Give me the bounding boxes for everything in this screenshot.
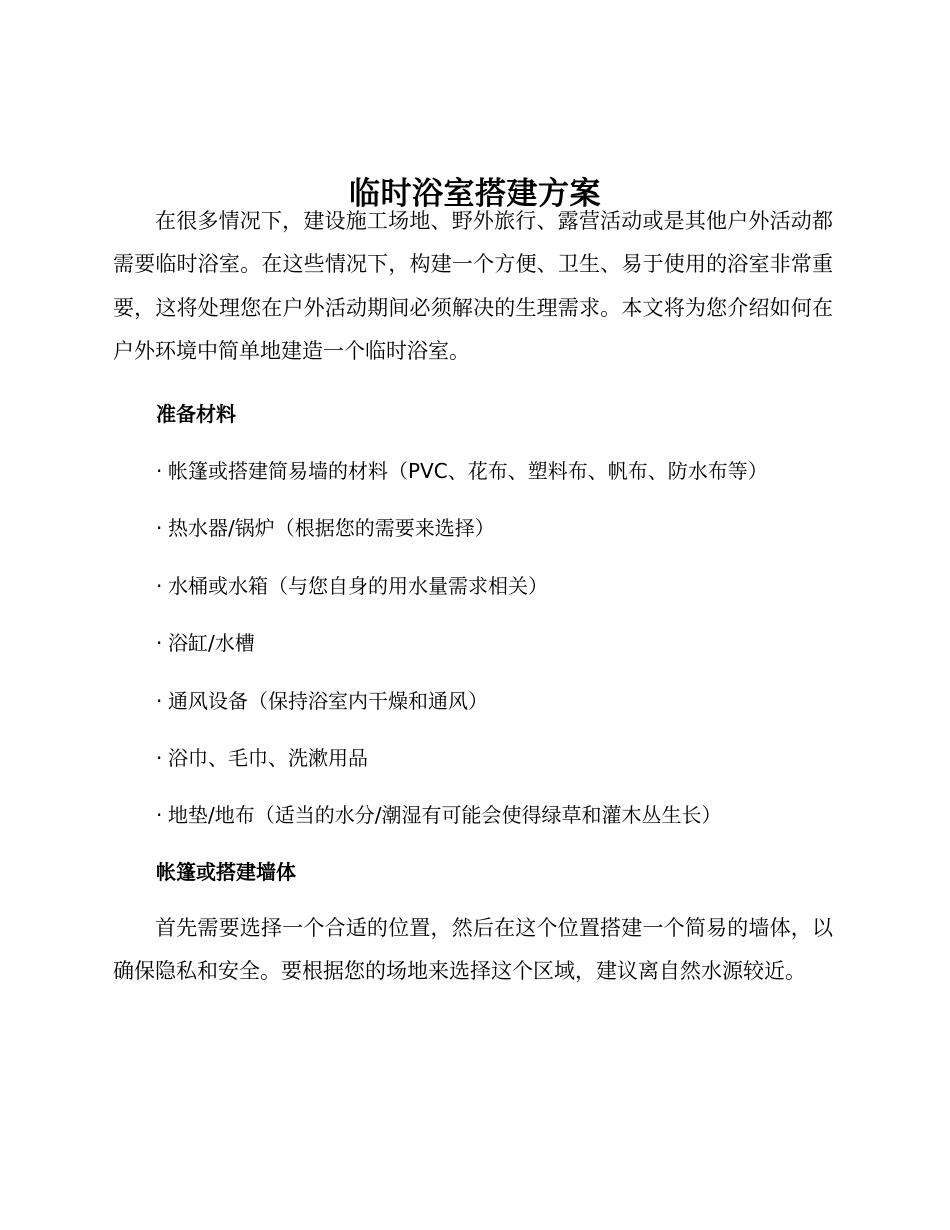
section-heading-tent: 帐篷或搭建墙体 bbox=[156, 860, 296, 884]
list-item-text: 地垫/地布（适当的水分/潮湿有可能会使得绿草和灌木丛生长） bbox=[168, 803, 722, 827]
bullet-mark: · bbox=[156, 631, 163, 655]
bullet-mark: · bbox=[156, 689, 163, 713]
list-item bbox=[156, 571, 856, 601]
list-item-text: 帐篷或搭建简易墙的材料（PVC、花布、塑料布、帆布、防水布等） bbox=[168, 459, 768, 483]
list-item bbox=[156, 513, 856, 543]
tent-paragraph: 首先需要选择一个合适的位置，然后在这个位置搭建一个简易的墙体，以确保隐私和安全。要根据您的场地来选择这个区域，建议离自然水源较近。 bbox=[113, 916, 833, 984]
list-item bbox=[156, 800, 856, 830]
bullet-mark: · bbox=[156, 516, 163, 540]
section-heading-materials: 准备材料 bbox=[156, 402, 236, 426]
bullet-mark: · bbox=[156, 746, 163, 770]
list-item-text: 热水器/锅炉（根据您的需要来选择） bbox=[168, 516, 495, 540]
document-title: 临时浴室搭建方案 bbox=[349, 175, 601, 212]
list-item bbox=[156, 743, 856, 773]
intro-paragraph: 在很多情况下，建设施工场地、野外旅行、露营活动或是其他户外活动都需要临时浴室。在这些情况下，构建一个方便、卫生、易于使用的浴室非常重要，这将处理您在户外活动期间必须解决的生理需求。本文将为您介绍如何在户外环境中简单地建造一个临时浴室。 bbox=[113, 209, 833, 363]
list-item-text: 浴缸/水槽 bbox=[168, 631, 255, 655]
list-item bbox=[156, 686, 856, 716]
bullet-mark: · bbox=[156, 803, 163, 827]
list-item-text: 浴巾、毛巾、洗漱用品 bbox=[168, 746, 368, 770]
list-item-text: 通风设备（保持浴室内干燥和通风） bbox=[168, 689, 488, 713]
bullet-mark: · bbox=[156, 574, 163, 598]
bullet-mark: · bbox=[156, 459, 163, 483]
list-item-text: 水桶或水箱（与您自身的用水量需求相关） bbox=[168, 574, 548, 598]
list-item bbox=[156, 456, 856, 486]
list-item bbox=[156, 628, 856, 658]
